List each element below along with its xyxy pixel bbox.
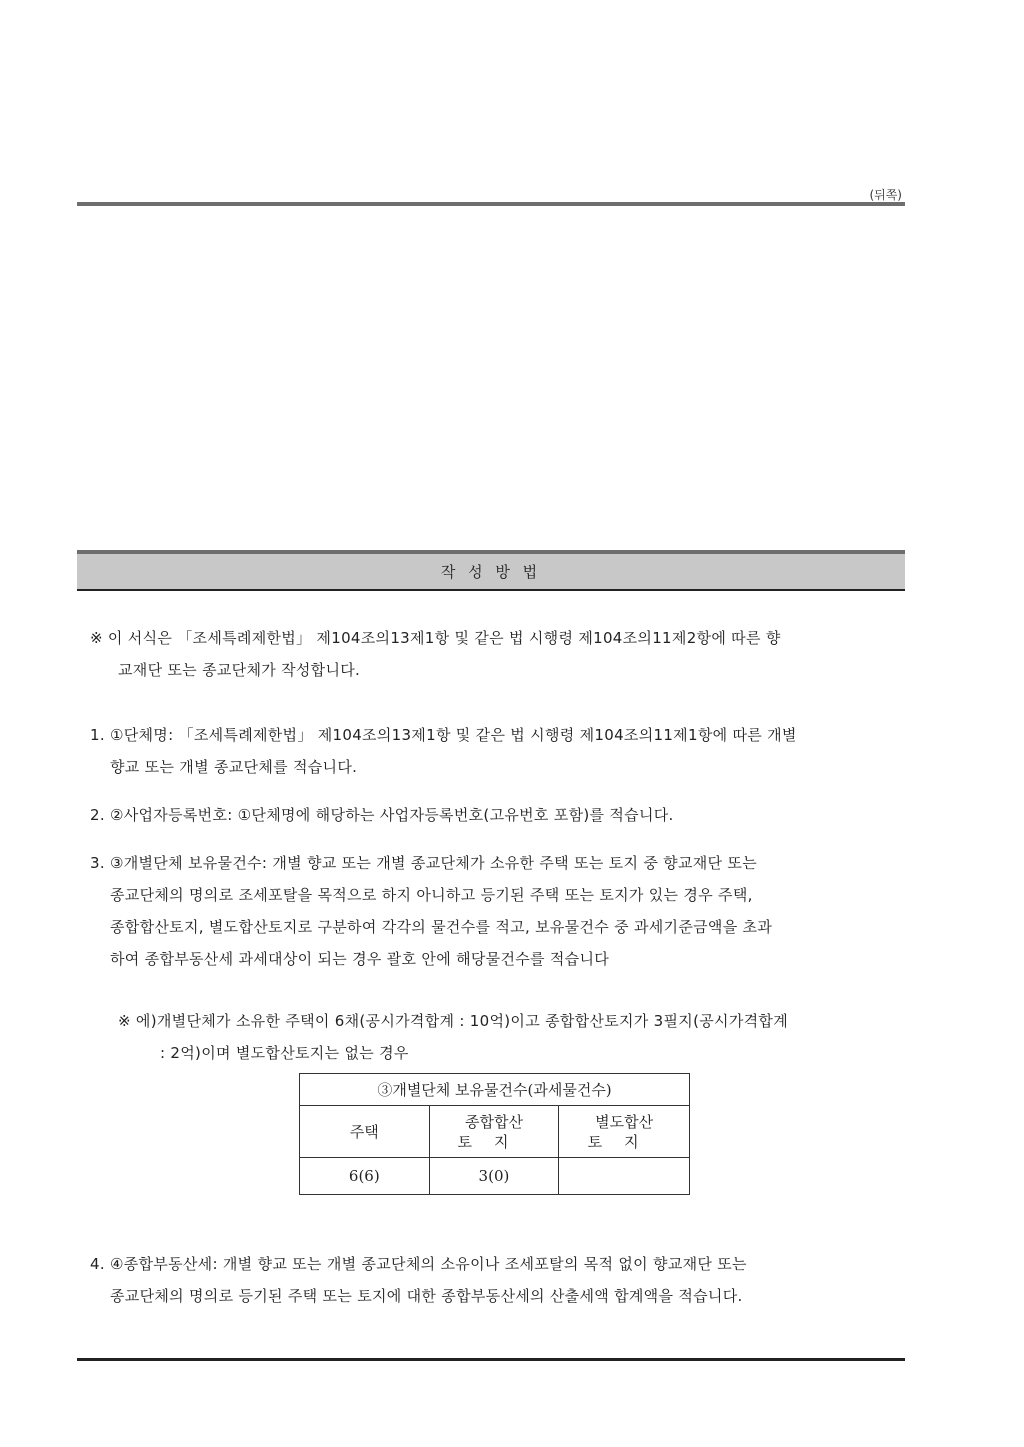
holdings-table <box>299 1073 690 1195</box>
instruction-line: 종합합산토지, 별도합산토지로 구분하여 각각의 물건수를 적고, 보유물건수 중 과세기준금액을 초과 <box>110 918 773 936</box>
table-title: ③개별단체 보유물건수(과세물건수) <box>300 1074 690 1106</box>
instruction-line: 1. ①단체명: 「조세특례제한법」 제104조의13제1항 및 같은 법 시행령 제104조의11제1항에 따른 개별 <box>90 726 797 744</box>
header-house: 주택 <box>300 1106 430 1158</box>
page-side-label: (뒤쪽) <box>869 188 902 202</box>
intro-note <box>90 622 902 686</box>
instruction-line: 2. ②사업자등록번호: ①단체명에 해당하는 사업자등록번호(고유번호 포함)를 적습니다. <box>90 806 674 824</box>
instruction-line: 3. ③개별단체 보유물건수: 개별 향교 또는 개별 종교단체가 소유한 주택 또는 토지 중 향교재단 또는 <box>90 854 757 872</box>
instruction-item-2 <box>90 799 902 831</box>
bottom-rule <box>77 1358 905 1361</box>
instruction-item-4 <box>90 1248 902 1312</box>
instruction-line: 종교단체의 명의로 조세포탈을 목적으로 하지 아니하고 등기된 주택 또는 토지가 있는 경우 주택, <box>110 886 753 904</box>
header-separate-land <box>559 1106 690 1158</box>
value-house: 6(6) <box>300 1158 430 1195</box>
instruction-line: 4. ④종합부동산세: 개별 향교 또는 개별 종교단체의 소유이나 조세포탈의 목적 없이 향교재단 또는 <box>90 1255 747 1273</box>
value-combined-land: 3(0) <box>429 1158 559 1195</box>
intro-note-line: 교재단 또는 종교단체가 작성합니다. <box>118 661 361 679</box>
header-separate-line1: 별도합산 <box>595 1112 654 1131</box>
instruction-line: 향교 또는 개별 종교단체를 적습니다. <box>110 758 358 776</box>
header-combined-line1: 종합합산 <box>464 1112 523 1131</box>
instruction-line: 하여 종합부동산세 과세대상이 되는 경우 괄호 안에 해당물건수를 적습니다 <box>110 950 610 968</box>
instruction-item-1 <box>90 719 902 783</box>
instruction-item-3 <box>90 847 902 975</box>
header-combined-land <box>429 1106 559 1158</box>
intro-note-line: ※ 이 서식은 「조세특례제한법」 제104조의13제1항 및 같은 법 시행령 제104조의11제2항에 따른 향 <box>90 629 781 647</box>
header-combined-line2: 토지 <box>457 1132 531 1151</box>
example-line: ※ 에)개별단체가 소유한 주택이 6채(공시가격합계 : 10억)이고 종합합산토지가 3필지(공시가격합계 <box>118 1012 788 1030</box>
value-separate-land <box>559 1158 690 1195</box>
header-separate-line2: 토지 <box>587 1132 661 1151</box>
instruction-line: 종교단체의 명의로 등기된 주택 또는 토지에 대한 종합부동산세의 산출세액 합계액을 적습니다. <box>110 1287 743 1305</box>
example-line: : 2억)이며 별도합산토지는 없는 경우 <box>160 1044 409 1062</box>
section-header <box>77 550 905 591</box>
top-rule <box>77 202 905 206</box>
example-note <box>118 1005 908 1069</box>
section-title: 작 성 방 법 <box>440 563 542 581</box>
